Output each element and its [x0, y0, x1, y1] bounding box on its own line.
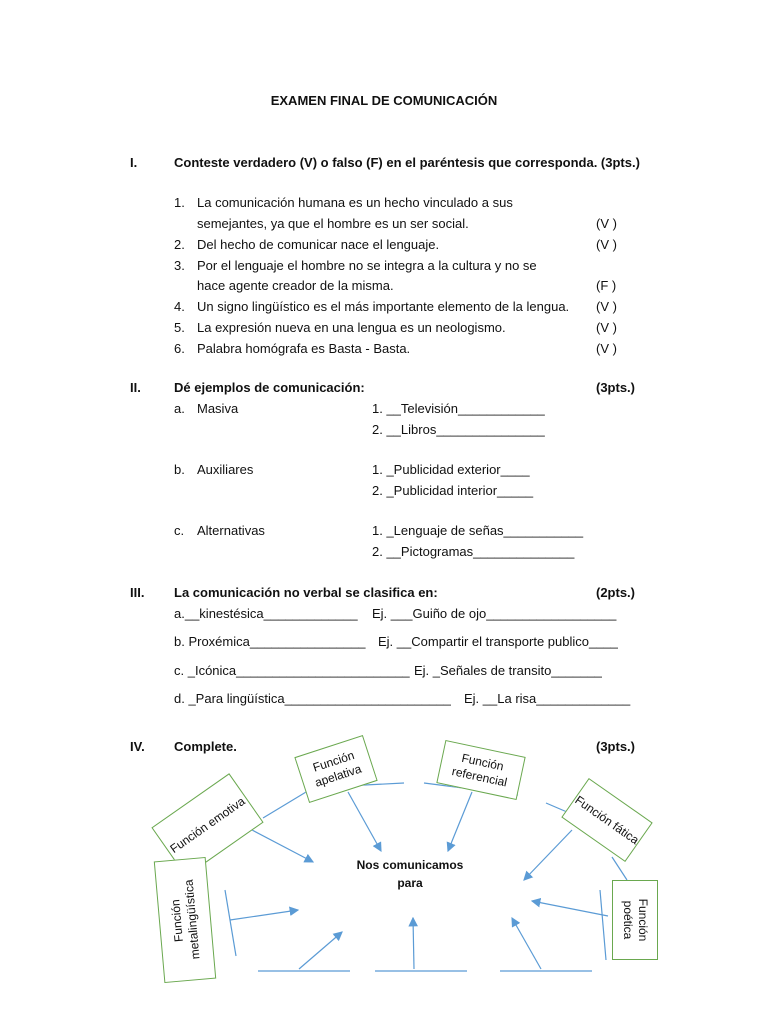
q2-answer: (V ) [596, 237, 617, 252]
q3-answer: (F ) [596, 278, 617, 293]
arrow-blank-3 [512, 918, 541, 969]
q6-text: Palabra homógrafa es Basta - Basta. [197, 341, 411, 356]
box-funcion-metalinguistica-label: Función metalingüística [168, 878, 203, 960]
arrow-apelativa [348, 792, 381, 851]
box-funcion-referencial-label: Función referencial [450, 750, 509, 790]
section-3-numeral: III. [130, 585, 145, 600]
section-4-heading: Complete. [174, 739, 237, 754]
q4-number: 4. [174, 299, 185, 314]
group-c-label: Alternativas [197, 523, 265, 538]
row-d-example: Ej. __La risa_____________ [464, 691, 631, 706]
row-d-type: d. _Para lingüística_______________________ [174, 691, 451, 706]
group-c-answer-1: 1. _Lenguaje de señas___________ [372, 523, 584, 538]
group-a-letter: a. [174, 401, 185, 416]
section-2-points: (3pts.) [596, 380, 635, 395]
arrow-blank-1 [299, 932, 342, 969]
q1-text-line2: semejantes, ya que el hombre es un ser social. [197, 216, 469, 231]
row-c-example: Ej. _Señales de transito_______ [414, 663, 602, 678]
q5-number: 5. [174, 320, 185, 335]
q1-number: 1. [174, 195, 185, 210]
section-2-heading: Dé ejemplos de comunicación: [174, 380, 365, 395]
arrow-emotiva [252, 830, 313, 862]
q3-text-line2: hace agente creador de la misma. [197, 278, 394, 293]
box-funcion-metalinguistica [154, 857, 216, 983]
divider-line [225, 890, 236, 956]
group-a-label: Masiva [197, 401, 239, 416]
divider-line [600, 890, 606, 960]
arrow-blank-2 [413, 918, 414, 969]
q1-text-line1: La comunicación humana es un hecho vinculado a sus [197, 195, 513, 210]
arrow-fatica [524, 830, 572, 880]
section-1-heading: Conteste verdadero (V) o falso (F) en el paréntesis que corresponda. (3pts.) [174, 155, 640, 170]
q5-text: La expresión nueva en una lengua es un neologismo. [197, 320, 506, 335]
q5-answer: (V ) [596, 320, 617, 335]
section-3-points: (2pts.) [596, 585, 635, 600]
box-funcion-emotiva-label: Función emotiva [167, 793, 248, 856]
q1-answer: (V ) [596, 216, 617, 231]
arrow-referencial [448, 792, 472, 851]
q4-text: Un signo lingüístico es el más importante elemento de la lengua. [197, 299, 570, 314]
group-b-letter: b. [174, 462, 185, 477]
group-b-label: Auxiliares [197, 462, 254, 477]
section-2-numeral: II. [130, 380, 141, 395]
group-c-answer-2: 2. __Pictogramas______________ [372, 544, 575, 559]
group-b-answer-1: 1. _Publicidad exterior____ [372, 462, 530, 477]
q3-number: 3. [174, 258, 185, 273]
row-b-example: Ej. __Compartir el transporte publico____ [378, 634, 618, 649]
section-1-numeral: I. [130, 155, 138, 170]
row-c-type: c. _Icónica________________________ [174, 663, 410, 678]
arrow-metalinguistica [230, 910, 298, 920]
arrow-poetica [532, 901, 608, 916]
q2-text: Del hecho de comunicar nace el lenguaje. [197, 237, 440, 252]
box-funcion-poetica [612, 880, 658, 960]
section-4-points: (3pts.) [596, 739, 635, 754]
box-funcion-apelativa-label: Función apelativa [311, 748, 364, 790]
box-funcion-fatica-label: Función fática [572, 792, 642, 847]
q2-number: 2. [174, 237, 185, 252]
group-b-answer-2: 2. _Publicidad interior_____ [372, 483, 534, 498]
group-c-letter: c. [174, 523, 185, 538]
group-a-answer-1: 1. __Televisión____________ [372, 401, 545, 416]
box-funcion-poetica-label: Función poética [621, 898, 650, 942]
diagram-center-label: Nos comunicamos para [356, 858, 464, 890]
page-title: EXAMEN FINAL DE COMUNICACIÓN [270, 93, 498, 108]
section-3-heading: La comunicación no verbal se clasifica en: [174, 585, 438, 600]
q6-number: 6. [174, 341, 185, 356]
row-a-example: Ej. ___Guiño de ojo__________________ [372, 606, 617, 621]
row-a-type: a.__kinestésica_____________ [174, 606, 358, 621]
q6-answer: (V ) [596, 341, 617, 356]
row-b-type: b. Proxémica________________ [174, 634, 366, 649]
q4-answer: (V ) [596, 299, 617, 314]
group-a-answer-2: 2. __Libros_______________ [372, 422, 545, 437]
section-4-numeral: IV. [130, 739, 145, 754]
q3-text-line1: Por el lenguaje el hombre no se integra a la cultura y no se [197, 258, 537, 273]
